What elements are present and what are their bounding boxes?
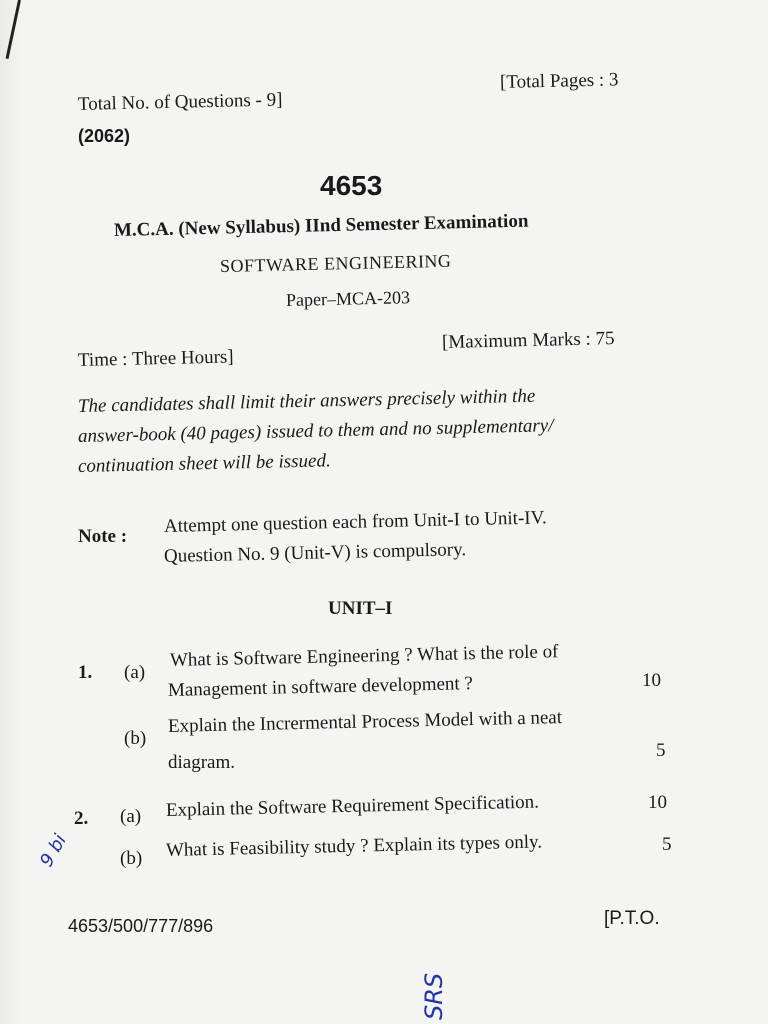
page-edge-shadow — [0, 0, 22, 1024]
handwritten-bottom-note: SRS — [420, 972, 448, 1020]
q1-a-marks: 10 — [642, 670, 661, 691]
handwritten-margin-note: 9 bi — [36, 830, 71, 871]
note-line-2: Question No. 9 (Unit-V) is compulsory. — [163, 539, 467, 567]
total-questions: Total No. of Questions - 9] — [77, 89, 283, 115]
pto-label: [P.T.O. — [604, 908, 660, 929]
max-marks: [Maximum Marks : 75 — [441, 328, 615, 353]
subject-title: SOFTWARE ENGINEERING — [219, 250, 452, 276]
q2-b-text: What is Feasibility study ? Explain its types only. — [165, 831, 543, 861]
q1-a-line-2: Management in software development ? — [167, 673, 474, 701]
footer-code: 4653/500/777/896 — [68, 916, 214, 936]
q2-a-label: (a) — [120, 806, 142, 827]
time-label: Time : Three Hours] — [77, 346, 234, 371]
q1-b-marks: 5 — [656, 740, 666, 761]
note-line-1: Attempt one question each from Unit-I to Unit-IV. — [163, 507, 547, 537]
unit-heading: UNIT–I — [328, 598, 393, 619]
q2-b-label: (b) — [120, 848, 143, 869]
exam-title: M.C.A. (New Syllabus) IInd Semester Examination — [113, 210, 529, 241]
q1-b-line-2: diagram. — [168, 752, 236, 773]
q2-b-marks: 5 — [662, 834, 672, 855]
paper-code: 4653 — [320, 170, 383, 201]
instruction-line-2: answer-book (40 pages) issued to them and no supplementary/ — [77, 415, 554, 447]
q1-a-label: (a) — [124, 662, 146, 683]
instruction-line-1: The candidates shall limit their answers precisely within the — [77, 385, 536, 417]
year-code: (2062) — [78, 126, 131, 146]
question-number-1: 1. — [78, 662, 93, 683]
paper-title: Paper–MCA-203 — [285, 287, 411, 310]
q2-a-text: Explain the Software Requirement Specification. — [165, 791, 540, 821]
instruction-line-3: continuation sheet will be issued. — [77, 450, 331, 477]
total-pages: [Total Pages : 3 — [499, 69, 619, 93]
q1-a-line-1: What is Software Engineering ? What is the role of — [169, 641, 559, 671]
note-label: Note : — [78, 526, 128, 547]
q2-a-marks: 10 — [648, 792, 667, 813]
question-number-2: 2. — [74, 808, 89, 829]
q1-b-label: (b) — [124, 728, 147, 749]
q1-b-line-1: Explain the Incrermental Process Model with a neat — [167, 707, 563, 737]
